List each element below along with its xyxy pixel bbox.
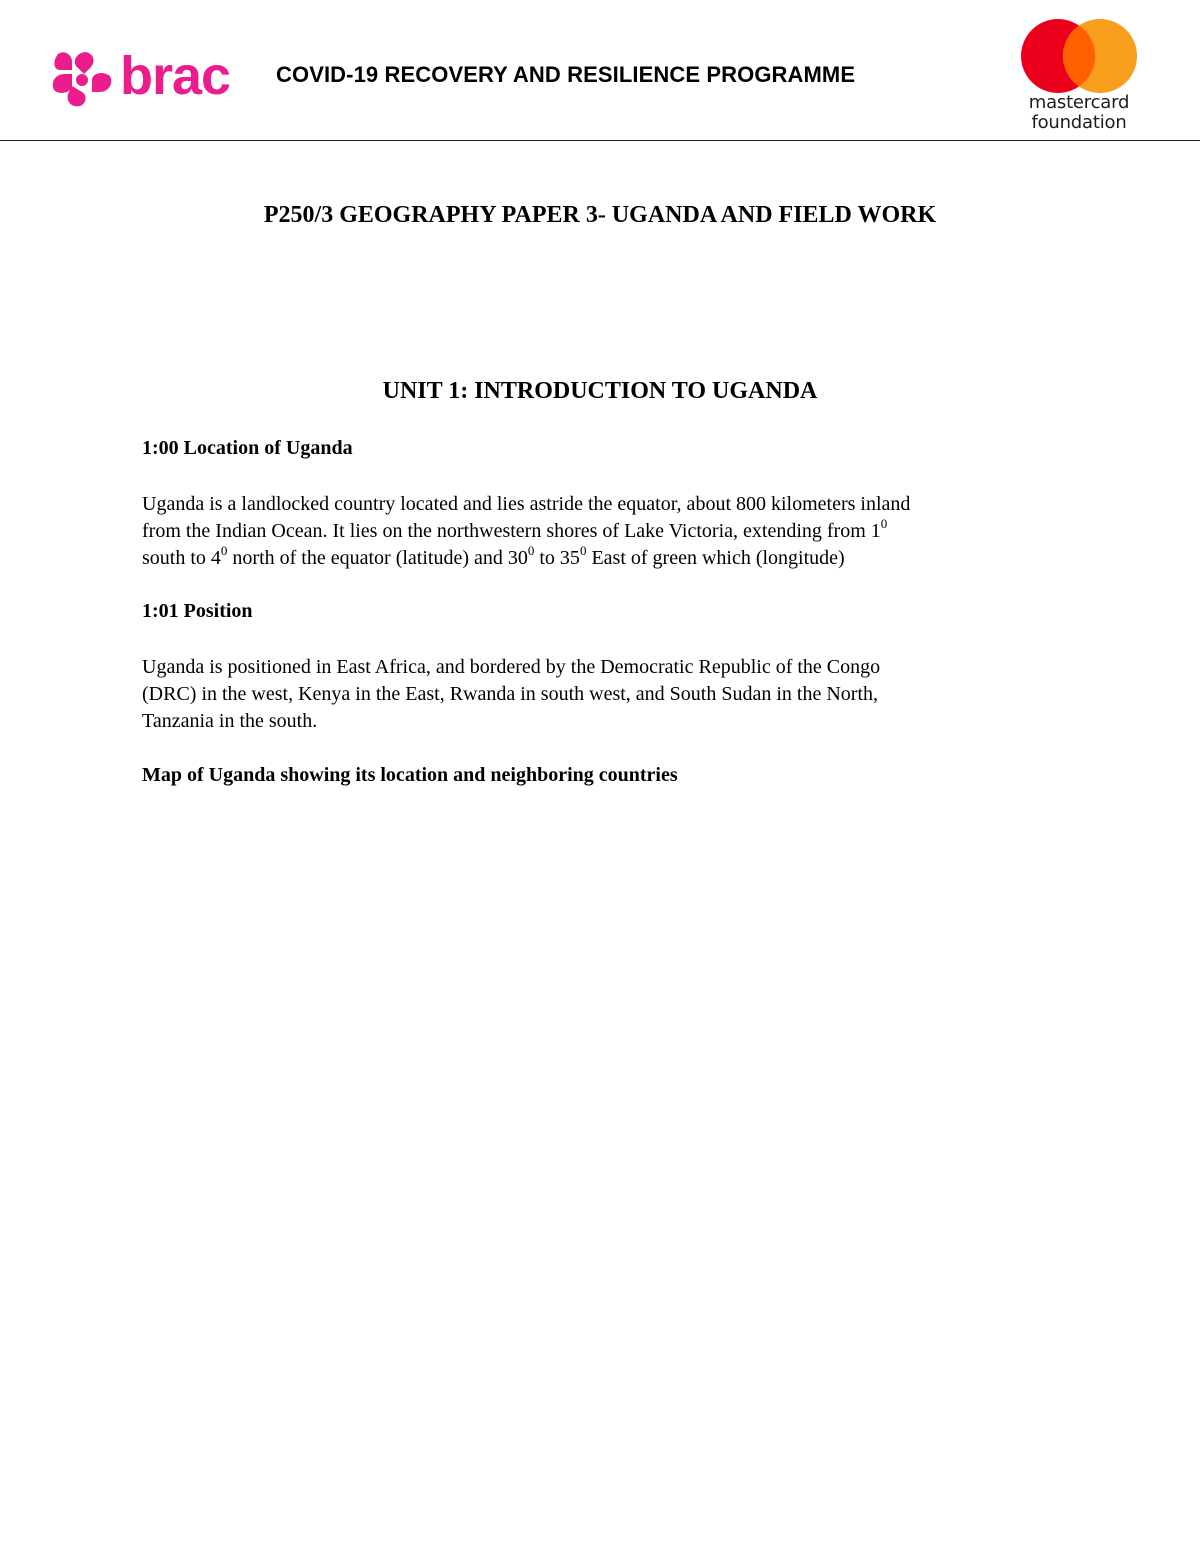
paragraph-line: Uganda is positioned in East Africa, and bordered by the Democratic Republic of the Congo [142,656,881,678]
mastercard-circles-icon [1020,18,1138,94]
paragraph-line: from the Indian Ocean. It lies on the northwestern shores of Lake Victoria, extending from $1^0$ [142,516,888,542]
mastercard-wordmark: mastercard [1028,92,1130,113]
header-divider [0,140,1200,141]
programme-title: COVID-19 RECOVERY AND RESILIENCE PROGRAMME [276,62,856,87]
brac-logo [50,48,240,110]
brac-pinwheel-icon [53,52,112,106]
paragraph-line: Tanzania in the south. [142,710,318,732]
paragraph-line: south to $4^0$ north of the equator (latitude) and $30^0$ to $35^0$ East of green which (longitude) [142,543,845,569]
paragraph-line: (DRC) in the west, Kenya in the East, Rwanda in south west, and South Sudan in the North, [142,683,879,705]
map-caption: Map of Uganda showing its location and neighboring countries [142,764,678,786]
page-header [0,0,1200,140]
foundation-wordmark: foundation [1031,112,1127,133]
degree-sup: 0 [880,516,888,532]
unit-title: UNIT 1: INTRODUCTION TO UGANDA [382,378,818,404]
brac-wordmark: brac [120,48,231,106]
degree-sup: 0 [220,543,228,559]
section-heading-position: 1:01 Position [142,600,253,622]
paragraph-position [142,654,1062,735]
degree-sup: 0 [579,543,587,559]
degree-sup: 0 [527,543,535,559]
section-heading-location: 1:00 Location of Uganda [142,437,353,459]
paragraph-line: Uganda is a landlocked country located and lies astride the equator, about 800 kilometers inland [142,493,911,515]
mastercard-foundation-logo [1018,18,1140,136]
paragraph-location [142,491,1062,572]
document-title: P250/3 GEOGRAPHY PAPER 3- UGANDA AND FIELD WORK [263,202,937,228]
